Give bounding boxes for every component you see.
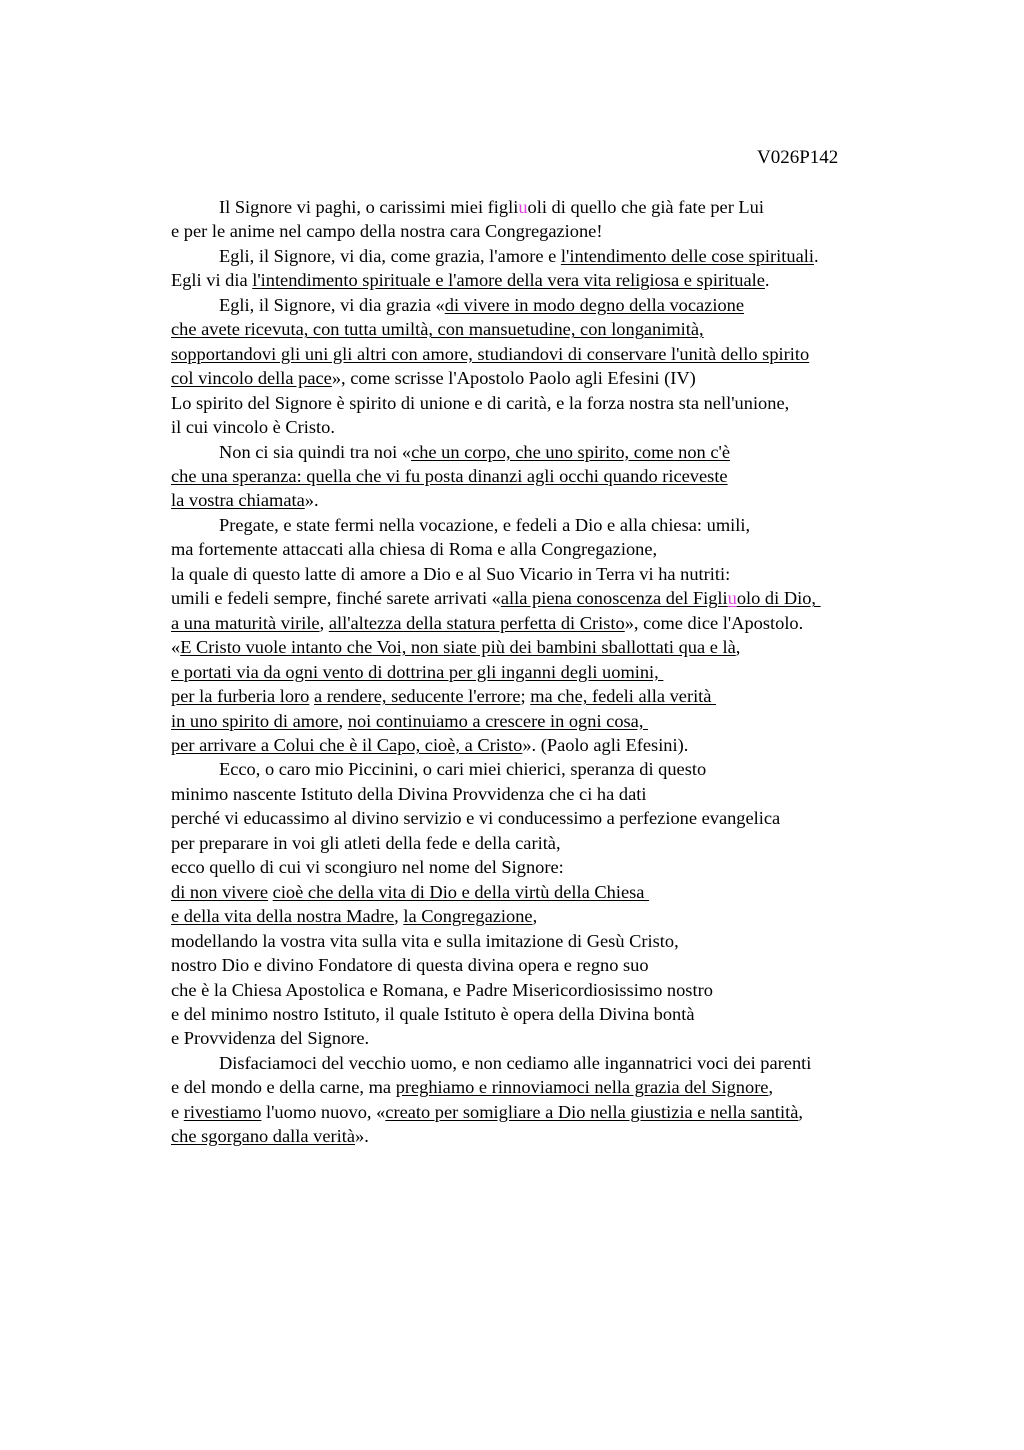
text-line	[171, 635, 931, 659]
text-line	[171, 391, 931, 415]
document-body	[171, 195, 931, 1149]
text-line	[171, 586, 931, 610]
text-line	[171, 488, 931, 512]
paragraph	[171, 293, 931, 440]
text-line	[171, 1075, 931, 1099]
text-line	[171, 684, 931, 708]
underlined-segment: alla piena conoscenza del Figli	[500, 588, 728, 609]
underlined-segment: col vincolo della pace	[171, 368, 332, 389]
text-line	[171, 415, 931, 439]
text-segment: la quale di questo latte di amore a Dio e al Suo Vicario in Terra vi ha nutriti:	[171, 563, 731, 584]
paragraph	[171, 513, 931, 758]
text-segment: Egli vi dia	[171, 270, 253, 291]
underlined-segment: in uno spirito di amore	[171, 710, 339, 731]
text-line	[171, 709, 931, 733]
text-segment: e per le anime nel campo della nostra cara Congregazione!	[171, 221, 603, 242]
text-segment: ,	[338, 710, 348, 731]
text-line	[171, 831, 931, 855]
text-segment: ». (Paolo agli Efesini).	[522, 734, 689, 755]
text-line	[171, 464, 931, 488]
underlined-segment: la Congregazione	[403, 906, 533, 927]
text-segment: », come dice l'Apostolo.	[624, 612, 804, 633]
text-segment: ecco quello di cui vi scongiuro nel nome del Signore:	[171, 857, 564, 878]
text-line	[171, 562, 931, 586]
page-code: V026P142	[757, 147, 839, 168]
text-segment: nostro Dio e divino Fondatore di questa divina opera e regno suo	[171, 955, 649, 976]
underlined-segment: a una maturità virile	[171, 612, 320, 633]
text-segment: l'uomo nuovo, «	[261, 1101, 386, 1122]
underlined-segment: creato per somigliare a Dio nella giustizia e nella santità	[385, 1101, 799, 1122]
text-segment: ,	[735, 637, 741, 658]
text-line	[171, 1002, 931, 1026]
text-segment: ».	[304, 490, 319, 511]
text-line	[171, 1026, 931, 1050]
paragraph	[171, 1051, 931, 1149]
text-segment: ,	[319, 612, 329, 633]
text-line	[171, 366, 931, 390]
text-segment: e del minimo nostro Istituto, il quale Istituto è opera della Divina bontà	[171, 1003, 695, 1024]
text-line	[171, 195, 931, 219]
text-line	[171, 782, 931, 806]
text-segment: ,	[532, 906, 538, 927]
text-segment: Ecco, o caro mio Piccinini, o cari miei chierici, speranza di questo	[219, 759, 707, 780]
text-segment: ;	[520, 686, 531, 707]
underlined-segment: all'altezza della statura perfetta di Cristo	[328, 612, 625, 633]
text-segment: ,	[798, 1101, 804, 1122]
text-segment: perché vi educassimo al divino servizio e vi conducessimo a perfezione evangelica	[171, 808, 781, 829]
text-line	[171, 268, 931, 292]
text-line	[171, 855, 931, 879]
text-line	[171, 929, 931, 953]
text-line	[171, 1124, 931, 1148]
text-segment: Il Signore vi paghi, o carissimi miei figli	[219, 197, 519, 217]
underlined-segment: a rendere, seducente l'errore	[313, 686, 521, 707]
underlined-segment: che un corpo, che uno spirito, come non c'è	[411, 441, 730, 462]
text-line	[171, 1100, 931, 1124]
underlined-segment: che avete ricevuta, con tutta umiltà, con mansuetudine, con longanimità,	[171, 319, 704, 340]
text-segment: Egli, il Signore, vi dia, come grazia, l'amore e	[219, 245, 561, 266]
text-segment: minimo nascente Istituto della Divina Provvidenza che ci ha dati	[171, 783, 647, 804]
text-segment: Pregate, e state fermi nella vocazione, e fedeli a Dio e alla chiesa: umili,	[219, 514, 751, 535]
text-segment: Lo spirito del Signore è spirito di unione e di carità, e la forza nostra sta nell'unione,	[171, 392, 790, 413]
underlined-segment: per la furberia loro	[171, 686, 310, 707]
paragraph	[171, 440, 931, 513]
text-line	[171, 342, 931, 366]
underlined-segment: u	[518, 197, 528, 217]
text-segment: ,	[768, 1077, 774, 1098]
text-segment: Disfaciamoci del vecchio uomo, e non cediamo alle ingannatrici voci dei parenti	[219, 1052, 812, 1073]
text-line	[171, 733, 931, 757]
text-segment: e	[171, 1101, 184, 1122]
underlined-segment: l'intendimento delle cose spirituali	[560, 245, 814, 266]
text-segment: », come scrisse l'Apostolo Paolo agli Efesini (IV)	[331, 368, 696, 389]
underlined-segment: rivestiamo	[183, 1101, 262, 1122]
text-line	[171, 880, 931, 904]
text-segment: modellando la vostra vita sulla vita e sulla imitazione di Gesù Cristo,	[171, 930, 679, 951]
underlined-segment: di vivere in modo degno della vocazione	[444, 294, 745, 315]
text-line	[171, 440, 931, 464]
underlined-segment: l'intendimento spirituale e l'amore della vera vita religiosa e spirituale	[252, 270, 765, 291]
text-segment: il cui vincolo è Cristo.	[171, 417, 335, 438]
paragraph	[171, 195, 931, 244]
text-segment: «	[171, 637, 181, 658]
underlined-segment: la vostra chiamata	[171, 490, 305, 511]
paragraph	[171, 757, 931, 1050]
text-line	[171, 1051, 931, 1075]
text-segment: per preparare in voi gli atleti della fede e della carità,	[171, 832, 561, 853]
text-line	[171, 953, 931, 977]
underlined-segment: che una speranza: quella che vi fu posta dinanzi agli occhi quando riceveste	[171, 465, 728, 486]
text-line	[171, 293, 931, 317]
text-line	[171, 219, 931, 243]
text-line	[171, 244, 931, 268]
text-line	[171, 660, 931, 684]
text-line	[171, 611, 931, 635]
text-line	[171, 904, 931, 928]
text-segment: umili e fedeli sempre, finché sarete arrivati «	[171, 588, 501, 609]
text-segment: ».	[355, 1126, 369, 1147]
underlined-segment: e della vita della nostra Madre	[171, 906, 395, 927]
text-segment: Egli, il Signore, vi dia grazia «	[219, 294, 445, 315]
text-segment: e Provvidenza del Signore.	[171, 1028, 370, 1049]
underlined-segment: per arrivare a Colui che è il Capo, cioè, a Cristo	[171, 734, 523, 755]
text-segment: Non ci sia quindi tra noi «	[219, 441, 412, 462]
text-line	[171, 317, 931, 341]
text-segment: .	[764, 270, 770, 291]
text-segment: .	[813, 245, 819, 266]
text-line	[171, 978, 931, 1002]
text-segment: ma fortemente attaccati alla chiesa di Roma e alla Congregazione,	[171, 539, 658, 560]
underlined-segment: E Cristo vuole intanto che Voi, non siate più dei bambini sballottati qua e là	[180, 637, 736, 658]
underlined-segment: che sgorgano dalla verità	[171, 1126, 356, 1147]
paragraph	[171, 244, 931, 293]
underlined-segment: olo di Dio,	[736, 588, 821, 609]
text-line	[171, 806, 931, 830]
underlined-segment: sopportandovi gli uni gli altri con amore, studiandovi di conservare l'unità dello spirito	[171, 343, 810, 364]
text-segment: che è la Chiesa Apostolica e Romana, e Padre Misericordiosissimo nostro	[171, 979, 713, 1000]
text-line	[171, 537, 931, 561]
text-line	[171, 513, 931, 537]
underlined-segment: preghiamo e rinnoviamoci nella grazia del Signore	[395, 1077, 769, 1098]
text-segment: e del mondo e della carne, ma	[171, 1077, 396, 1098]
underlined-segment: cioè che della vita di Dio e della virtù della Chiesa	[272, 881, 650, 902]
underlined-segment: e portati via da ogni vento di dottrina per gli inganni degli uomini,	[171, 661, 664, 682]
underlined-segment: ma che, fedeli alla verità	[530, 686, 717, 707]
underlined-segment: noi continuiamo a crescere in ogni cosa,	[347, 710, 649, 731]
text-segment: oli di quello che già fate per Lui	[527, 197, 764, 217]
underlined-segment: u	[727, 588, 737, 609]
text-segment: ,	[394, 906, 404, 927]
underlined-segment: di non vivere	[171, 881, 269, 902]
text-line	[171, 757, 931, 781]
